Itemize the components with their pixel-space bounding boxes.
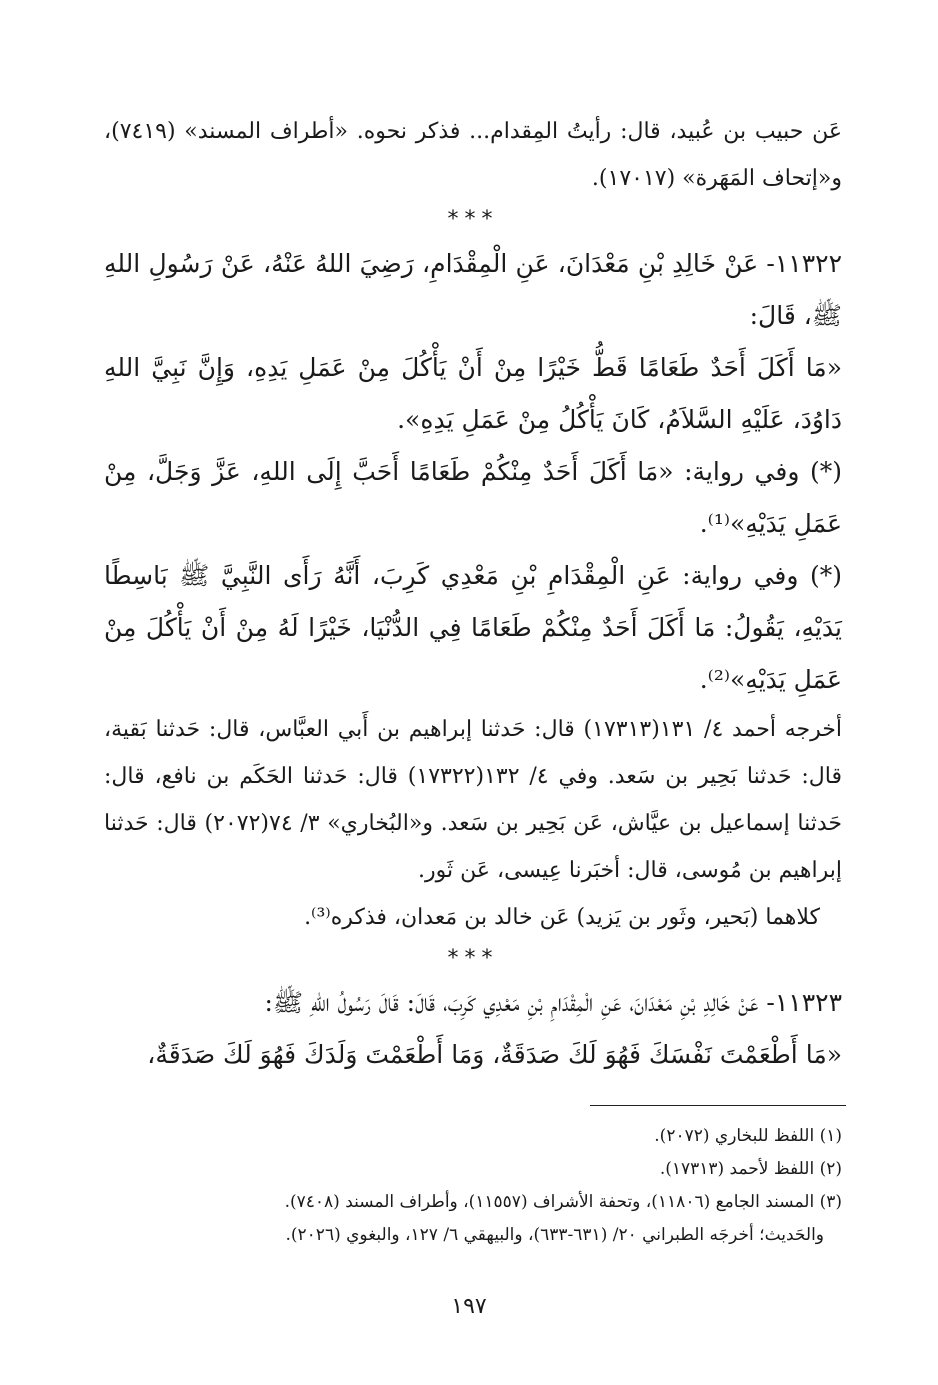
hadith-11322-heading: ١١٣٢٢- عَنْ خَالِدِ بْنِ مَعْدَانَ، عَنِ الْمِقْدَامِ، رَضِيَ اللهُ عَنْهُ، عَنْ رَسُولِ اللهِ ﷺ، قَالَ: xyxy=(104,249,842,330)
variant-narration-2: (*) وفي رواية: عَنِ الْمِقْدَامِ بْنِ مَعْدِي كَرِبَ، أَنَّهُ رَأَى النَّبِيَّ ﷺ بَاسِطًا يَدَيْهِ، يَقُولُ: مَا أَكَلَ أَحَدٌ مِنْكُمْ طَعَامًا فِي الدُّنْيَا، خَيْرًا لَهُ مِنْ أَنْ يَأْكُلَ مِنْ عَمَلِ يَدَيْهِ»⁽²⁾. xyxy=(104,561,842,694)
intro-paragraph: عَن حبيب بن عُبيد، قال: رأيتُ المِقدام... فذكر نحوه. «أطراف المسند» (٧٤١٩)، و«إتحاف المَهَرة» (١٧٠١٧). xyxy=(104,119,842,191)
footnote-1: (١) اللفظ للبخاري (٢٠٧٢). xyxy=(654,1126,842,1146)
footnote-3-continuation: والحَديث؛ أخرجَه الطبراني ٢٠/ (٦٣١-٦٣٣)، والبيهقي ٦/ ١٢٧، والبغوي (٢٠٢٦). xyxy=(285,1225,824,1245)
footnote-3: (٣) المسند الجامع (١١٨٠٦)، وتحفة الأشراف (١١٥٥٧)، وأطراف المسند (٧٤٠٨). xyxy=(284,1192,842,1212)
variant-narration-1: (*) وفي رواية: «مَا أَكَلَ أَحَدٌ مِنْكُمْ طَعَامًا أَحَبَّ إِلَى اللهِ، عَزَّ وَجَلَّ، مِنْ عَمَلِ يَدَيْهِ»⁽¹⁾. xyxy=(104,457,842,538)
page-number: ١٩٧ xyxy=(451,1294,487,1319)
footnote-divider xyxy=(590,1105,846,1106)
footnotes-block xyxy=(104,1120,842,1252)
footnote-2: (٢) اللفظ لأحمد (١٧٣١٣). xyxy=(659,1159,842,1179)
hadith-11322-text: «مَا أَكَلَ أَحَدٌ طَعَامًا قَطُّ خَيْرًا مِنْ أَنْ يَأْكُلَ مِنْ عَمَلِ يَدِهِ، وَإِنَّ نَبِيَّ اللهِ دَاوُدَ، عَلَيْهِ السَّلاَمُ، كَانَ يَأْكُلُ مِنْ عَمَلِ يَدِهِ». xyxy=(104,353,842,434)
section-separator: *** xyxy=(447,207,499,232)
section-separator: *** xyxy=(447,946,499,971)
hadith-11323-heading: ١١٣٢٣- عَنْ خَالِدِ بْنِ مَعْدَانَ، عَنِ الْمِقْدَامِ بْنِ مَعْدِي كَرِبَ، قَالَ: قَالَ رَسُولُ اللهِ ﷺ: xyxy=(264,988,842,1017)
main-text-block xyxy=(104,108,842,1081)
takhrij-summary: كلاهما (بَحير، وثَور بن يَزيد) عَن خالد بن مَعدان، فذكره⁽³⁾. xyxy=(304,905,820,930)
takhrij-paragraph: أخرجه أحمد ٤/ ١٣١(١٧٣١٣) قال: حَدثنا إبراهيم بن أَبي العبَّاس، قال: حَدثنا بَقية، قال: حَدثنا بَحِير بن سَعد. وفي ٤/ ١٣٢(١٧٣٢٢) قال: حَدثنا الحَكَم بن نافع، قال: حَدثنا إسماعيل بن عيَّاش، عَن بَحِير بن سَعد. و«البُخاري» ٣/ ٧٤(٢٠٧٢) قال: حَدثنا إبراهيم بن مُوسى، قال: أخبَرنا عِيسى، عَن ثَور. xyxy=(104,717,842,883)
hadith-11323-text: «مَا أَطْعَمْتَ نَفْسَكَ فَهُوَ لَكَ صَدَقَةٌ، وَمَا أَطْعَمْتَ وَلَدَكَ فَهُوَ لَكَ صَدَقَةٌ، xyxy=(147,1040,842,1069)
